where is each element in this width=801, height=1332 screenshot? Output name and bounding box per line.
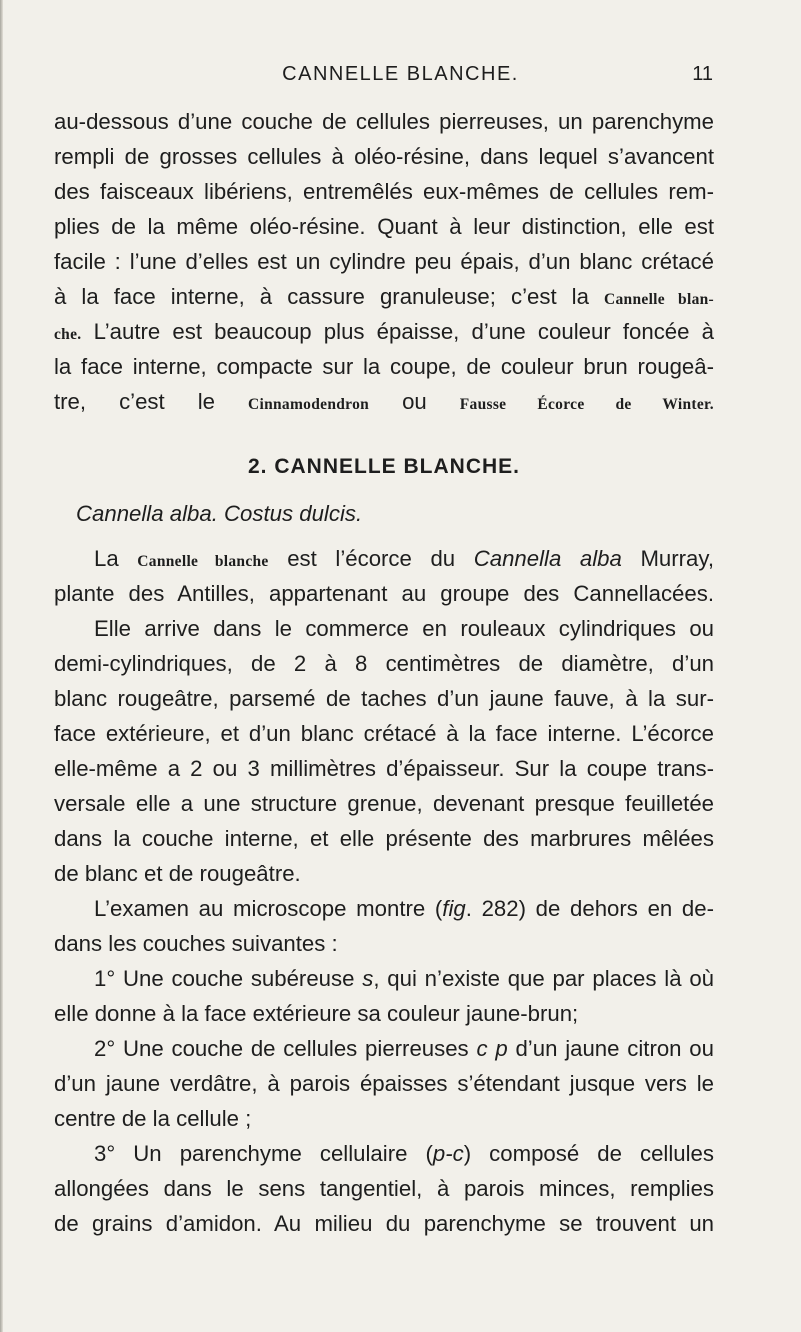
text-line: centre de la cellule ; — [54, 1106, 252, 1131]
text-run: . 282) de dehors en de- — [465, 896, 714, 921]
text-line: face extérieure, et d’un blanc crétacé à la face interne. L’écorce — [54, 721, 714, 746]
text-line: rempli de grosses cellules à oléo-résine, dans lequel s’avancent — [54, 144, 714, 169]
text-line: Elle arrive dans le commerce en rouleaux cylindriques ou — [94, 616, 714, 641]
running-head-title: CANNELLE BLANCHE. — [282, 63, 519, 85]
text-line — [54, 279, 714, 314]
text-run: , qui n’existe que par places là où — [373, 966, 715, 991]
text-run: tre, c’est le — [54, 389, 248, 414]
term-cinnamodendron: Cinnamodendron — [247, 396, 370, 413]
text-line: demi-cylindriques, de 2 à 8 centimètres de diamètre, d’un — [54, 651, 714, 676]
text-run: ) composé de cellules — [463, 1141, 714, 1166]
text-run: 3° Un parenchyme cellulaire ( — [94, 1141, 433, 1166]
page-edge-shadow — [0, 0, 3, 1332]
text-run: L’autre est beaucoup plus épaisse, d’une couleur foncée à — [81, 319, 714, 344]
paragraph-description — [54, 541, 714, 891]
text-line — [54, 314, 714, 349]
text-run: Murray, — [621, 546, 715, 571]
text-line — [54, 384, 714, 419]
term-cannelle-blanche: Cannelle blan- — [604, 291, 715, 308]
text-line: elle donne à la face extérieure sa couleur jaune-brun; — [54, 1001, 579, 1026]
body-text — [54, 104, 714, 1241]
text-line — [54, 1031, 714, 1066]
text-line: blanc rougeâtre, parsemé de taches d’un jaune fauve, à la sur- — [54, 686, 714, 711]
text-run: ou — [369, 389, 460, 414]
text-run: d’un jaune citron ou — [507, 1036, 714, 1061]
running-head — [0, 60, 801, 88]
text-run: 1° Une couche subéreuse — [94, 966, 363, 991]
text-line: dans les couches suivantes : — [54, 931, 338, 956]
text-line — [54, 541, 714, 576]
text-line: la face interne, compacte sur la coupe, de couleur brun rougeâ- — [54, 354, 714, 379]
text-line: des faisceaux libériens, entremêlés eux-mêmes de cellules rem- — [54, 179, 714, 204]
text-line: dans la couche interne, et elle présente des marbrures mêlées — [54, 826, 714, 851]
species-name: Cannella alba — [473, 546, 622, 571]
text-run: L’examen au microscope montre ( — [94, 896, 443, 921]
page-number: 11 — [692, 63, 713, 85]
text-line: au-dessous d’une couche de cellules pierreuses, un parenchyme — [54, 109, 714, 134]
text-line: plies de la même oléo-résine. Quant à leur distinction, elle est — [54, 214, 714, 239]
paragraph-microscope — [54, 891, 714, 961]
text-line: elle-même a 2 ou 3 millimètres d’épaisseur. Sur la coupe trans- — [54, 756, 714, 781]
text-line: de blanc et de rougeâtre. — [54, 861, 301, 886]
list-item-1 — [54, 961, 714, 1031]
text-run: à la face interne, à cassure granuleuse; c’est la — [54, 284, 605, 309]
term-fausse-ecorce: Fausse Écorce de Winter. — [459, 396, 714, 413]
text-line: d’un jaune verdâtre, à parois épaisses s’étendant jusque vers le — [54, 1071, 714, 1096]
list-item-3 — [54, 1136, 714, 1241]
term-cannelle-blanche: Cannelle blanche — [137, 553, 269, 570]
latin-synonyms: Cannella alba. Costus dulcis. — [76, 501, 363, 526]
layer-label: c p — [476, 1036, 508, 1061]
text-line — [54, 891, 714, 926]
text-run: 2° Une couche de cellules pierreuses — [94, 1036, 477, 1061]
text-run: est l’écorce du — [268, 546, 474, 571]
text-line — [54, 1136, 714, 1171]
figure-ref: fig — [442, 896, 466, 921]
text-line: allongées dans le sens tangentiel, à parois minces, remplies — [54, 1176, 714, 1201]
text-line — [54, 961, 714, 996]
text-line: plante des Antilles, appartenant au groupe des Cannellacées. — [54, 581, 714, 606]
text-line: versale elle a une structure grenue, devenant presque feuilletée — [54, 791, 714, 816]
list-item-2 — [54, 1031, 714, 1136]
text-run: La — [94, 546, 138, 571]
paragraph-continuation — [54, 104, 714, 419]
text-line: de grains d’amidon. Au milieu du parenchyme se trouvent un — [54, 1211, 714, 1236]
term-continuation: che. — [54, 326, 82, 343]
layer-label: s — [362, 966, 374, 991]
layer-label: p-c — [432, 1141, 464, 1166]
text-line: facile : l’une d’elles est un cylindre peu épais, d’un blanc crétacé — [54, 249, 714, 274]
section-heading: 2. CANNELLE BLANCHE. — [247, 455, 520, 478]
